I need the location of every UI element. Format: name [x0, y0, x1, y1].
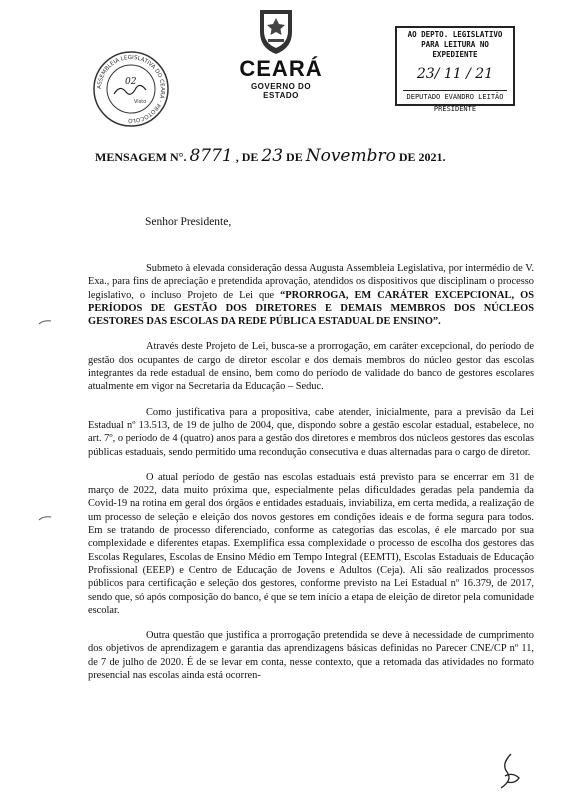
paragraph-2: Através deste Projeto de Lei, busca-se a prorrogação, em caráter excepcional, do período de gestão dos ocupantes de cargo de diretor escolar e dos demais membros do núcleo gestor das escolas integrantes da rede estadual de ensino, bem como do período de validade do banco de gestores escolares atualmente em vigor na Secretaria da Educação – Seduc.: [88, 341, 534, 393]
state-crest-icon: [254, 6, 298, 56]
stamp-line4: PRESIDENTE: [433, 105, 477, 113]
message-number: 8771: [189, 146, 233, 166]
message-heading: [95, 146, 535, 166]
reading-stamp: [395, 26, 515, 113]
state-name: CEARÁ: [239, 56, 323, 81]
paragraph-3: Como justificativa para a propositiva, cabe atender, inicialmente, para a previsão da Lei Estadual nº 13.513, de 19 de julho de 2004, que, dispondo sobre a gestão escolar estadual, estabelece, no art. 7º, o período de 4 (quatro) anos para a gestão dos diretores e membros dos núcleos gestores das escolas públicas estaduais, sendo permitido uma recondução consecutiva e duas alternadas para o cargo de diretor.: [88, 406, 534, 458]
body-text: [88, 262, 534, 694]
message-year: DE 2021.: [398, 150, 446, 164]
project-title: “PRORROGA, EM CARÁTER EXCEPCIONAL, OS PERÍODOS DE GESTÃO DOS DIRETORES E DEMAIS MEMBROS DOS NÚCLEOS GESTORES DAS ESCOLAS DA REDE PÚBLICA ESTADUAL DE ENSINO”.: [88, 289, 534, 328]
margin-mark: [38, 312, 52, 318]
message-de2: DE: [286, 150, 303, 164]
paragraph-1-text: Submeto à elevada consideração dessa Augusta Assembleia Legislativa, por intermédio de V. Exa., para fins de apreciação e pretendida aprovação, atendidos os dispositivos que disciplinam o processo legislativo, o incluso Projeto de Lei que: [88, 263, 534, 301]
margin-mark: [38, 508, 52, 514]
state-header: [236, 58, 326, 100]
government-label: GOVERNO DO ESTADO: [250, 82, 312, 100]
svg-text:Visto: Visto: [134, 99, 147, 105]
stamp-line1: AO DEPTO. LEGISLATIVO: [407, 30, 503, 39]
paragraph-1: [88, 262, 534, 328]
protocol-seal: [92, 50, 170, 128]
paragraph-5: Outra questão que justifica a prorrogação pretendida se deve à necessidade de cumprimento dos objetivos de aprendizagem e garantia das aprendizagens básicas definidas no Parecer CNE/CP nº 11, de 7 de julho de 2020. É de se levar em conta, nesse contexto, que a retomada das atividades no formato presencial nas escolas ainda está ocorren-: [88, 630, 534, 682]
message-label: MENSAGEM N°.: [95, 150, 187, 164]
stamp-line3: DEPUTADO EVANDRO LEITÃO: [403, 90, 507, 101]
stamp-line2: PARA LEITURA NO EXPEDIENTE: [421, 40, 489, 59]
salutation: Senhor Presidente,: [145, 216, 232, 228]
initials-signature: [495, 752, 525, 792]
message-de1: , DE: [235, 150, 259, 164]
svg-text:02: 02: [125, 77, 137, 87]
paragraph-4: O atual período de gestão nas escolas estaduais está previsto para se encerrar em 31 de março de 2022, data muito próxima que, especialmente pelas dificuldades geradas pela pandemia da Covid-19 na rotina em geral dos órgãos e entidades estaduais, inviabiliza, em certa medida, a realização de um processo de seleção e eleição dos novos gestores em condições ideais e de forma segura para todos. Em se tratando de processo diferenciado, conforme as categorias das escolas, é ele marcado por sua complexidade e diferentes etapas. Exemplifica essa complexidade o processo de escolha dos gestores das Escolas Regulares, Escolas de Ensino Médio em Tempo Integral (EEMTI), Escolas Estaduais de Educação Profissional (EEEP) e Centro de Educação de Jovens e Adultos (Ceja). Ali são realizados processos públicos para certificação e seleção dos gestores, conforme previsto na Lei Estadual nº 16.379, de 2017, sendo que, só após composição do banco, é que se tem início a etapa de eleição de diretor pela comunidade escolar.: [88, 471, 534, 616]
protocol-seal-graphic: [92, 50, 170, 128]
message-month: Novembro: [305, 146, 396, 166]
message-day: 23: [261, 146, 284, 166]
svg-text:ASSEMBLEIA LEGISLATIVA DO CEAR: ASSEMBLEIA LEGISLATIVA DO CEARÁ · PROTOCOLO: [96, 54, 166, 124]
stamp-date: 23/ 11 / 21: [416, 66, 494, 82]
